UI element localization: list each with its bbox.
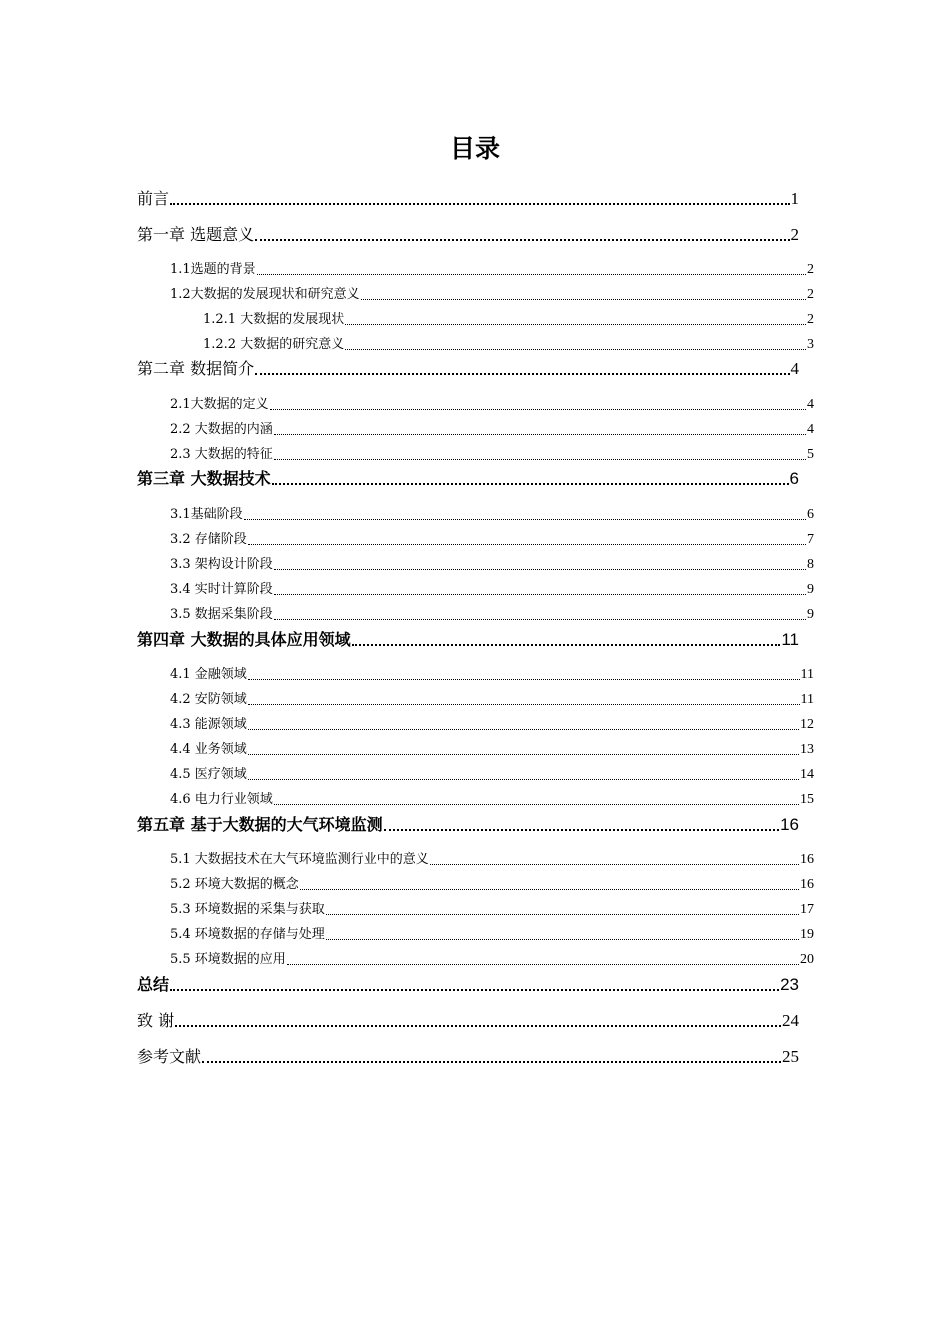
dot-leader [384,828,780,831]
dot-leader [255,238,789,241]
toc-entry-3-1[interactable] [170,506,814,524]
toc-page-number: 8 [807,557,814,572]
toc-entry-chapter-3[interactable] [137,468,799,490]
dot-leader [300,888,799,890]
toc-page-number: 4 [790,359,799,378]
dot-leader [248,753,799,755]
toc-entry-2-1[interactable] [170,396,814,414]
dot-leader [430,863,799,865]
toc-entry-label: 4.3 能源领域 [170,717,247,732]
toc-entry-5-5[interactable] [170,951,814,969]
toc-page-number: 9 [807,607,814,622]
toc-page-number: 20 [800,952,814,967]
dot-leader [170,202,789,205]
dot-leader [274,433,806,435]
dot-leader [352,643,781,646]
toc-entry-label: 4.1 金融领域 [170,667,247,682]
dot-leader [257,273,806,275]
dot-leader [287,963,799,965]
toc-page-number: 15 [800,792,814,807]
toc-entry-label: 3.2 存储阶段 [170,532,247,547]
dot-leader [274,618,806,620]
dot-leader [255,372,789,375]
toc-entry-3-5[interactable] [170,606,814,624]
toc-entry-label: 1.2大数据的发展现状和研究意义 [170,287,360,302]
toc-page-number: 11 [800,692,814,707]
toc-page-number: 4 [807,397,814,412]
toc-entry-1-2-1[interactable] [203,311,814,329]
toc-entry-label: 3.4 实时计算阶段 [170,582,273,597]
toc-page-number: 19 [800,927,814,942]
toc-page-number: 7 [807,532,814,547]
dot-leader [274,593,806,595]
dot-leader [248,703,800,705]
toc-entry-label: 总结 [137,975,170,994]
toc-entry-chapter-4[interactable] [137,629,799,651]
toc-entry-3-3[interactable] [170,556,814,574]
toc-page-number: 4 [807,422,814,437]
toc-entry-3-2[interactable] [170,531,814,549]
toc-entry-3-4[interactable] [170,581,814,599]
toc-entry-4-5[interactable] [170,766,814,784]
toc-entry-label: 2.1大数据的定义 [170,397,269,412]
toc-entry-label: 第一章 选题意义 [137,225,255,244]
toc-entry-5-1[interactable] [170,851,814,869]
toc-entry-1-2-2[interactable] [203,336,814,354]
toc-entry-label: 第四章 大数据的具体应用领域 [137,630,351,649]
toc-entry-label: 3.5 数据采集阶段 [170,607,273,622]
toc-entry-label: 4.5 医疗领域 [170,767,247,782]
toc-entry-4-6[interactable] [170,791,814,809]
dot-leader [274,458,806,460]
toc-entry-label: 致 谢 [137,1011,175,1030]
toc-entry-label: 前言 [137,189,170,208]
toc-entry-chapter-5[interactable] [137,814,799,836]
dot-leader [361,298,806,300]
toc-entry-label: 2.2 大数据的内涵 [170,422,273,437]
toc-entry-4-4[interactable] [170,741,814,759]
toc-entry-label: 参考文献 [137,1047,202,1066]
toc-entry-label: 第二章 数据简介 [137,359,255,378]
toc-entry-label: 1.2.1 大数据的发展现状 [203,312,345,327]
toc-entry-chapter-2[interactable] [137,358,799,380]
toc-entry-label: 5.4 环境数据的存储与处理 [170,927,325,942]
toc-entry-label: 5.5 环境数据的应用 [170,952,286,967]
dot-leader [202,1060,781,1063]
toc-entry-label: 1.2.2 大数据的研究意义 [203,337,345,352]
toc-entry-1-2[interactable] [170,286,814,304]
toc-entry-label: 5.1 大数据技术在大气环境监测行业中的意义 [170,852,429,867]
toc-page-number: 6 [789,469,799,488]
toc-page-number: 13 [800,742,814,757]
toc-page-number: 1 [790,189,799,208]
dot-leader [248,728,799,730]
dot-leader [248,778,799,780]
toc-page-number: 12 [800,717,814,732]
toc-page-number: 2 [790,225,799,244]
dot-leader [345,348,806,350]
toc-entry-label: 2.3 大数据的特征 [170,447,273,462]
toc-entry-4-1[interactable] [170,666,814,684]
dot-leader [244,518,806,520]
toc-page-number: 2 [807,287,814,302]
dot-leader [274,803,799,805]
toc-page-number: 2 [807,262,814,277]
page-title: 目录 [449,134,500,163]
toc-page-number: 24 [782,1011,799,1030]
toc-entry-label: 4.6 电力行业领域 [170,792,273,807]
dot-leader [326,938,799,940]
toc-page-number: 16 [800,877,814,892]
toc-page-number: 5 [807,447,814,462]
toc-entry-chapter-1[interactable] [137,224,799,246]
toc-entry-5-3[interactable] [170,901,814,919]
dot-leader [170,988,779,991]
toc-page-number: 17 [800,902,814,917]
toc-entry-2-3[interactable] [170,446,814,464]
toc-entry-label: 1.1选题的背景 [170,262,256,277]
dot-leader [345,323,806,325]
toc-entry-label: 5.2 环境大数据的概念 [170,877,299,892]
toc-page-number: 14 [800,767,814,782]
toc-entry-summary[interactable] [137,974,799,996]
toc-entry-label: 3.1基础阶段 [170,507,243,522]
toc-page-number: 11 [781,630,799,649]
toc-page-number: 25 [782,1047,799,1066]
toc-entry-label: 第三章 大数据技术 [137,469,271,488]
dot-leader [248,678,800,680]
dot-leader [270,408,806,410]
dot-leader [326,913,799,915]
toc-entry-acknowledgements[interactable] [137,1010,799,1032]
toc-page-number: 6 [807,507,814,522]
toc-entry-2-2[interactable] [170,421,814,439]
dot-leader [272,482,789,485]
toc-page-number: 3 [807,337,814,352]
toc-page-number: 9 [807,582,814,597]
dot-leader [175,1024,781,1027]
dot-leader [274,568,806,570]
toc-entry-label: 第五章 基于大数据的大气环境监测 [137,815,383,834]
toc-entry-5-4[interactable] [170,926,814,944]
toc-entry-5-2[interactable] [170,876,814,894]
toc-entry-label: 4.2 安防领域 [170,692,247,707]
toc-page-number: 11 [800,667,814,682]
dot-leader [248,543,806,545]
toc-entry-label: 3.3 架构设计阶段 [170,557,273,572]
toc-entry-label: 5.3 环境数据的采集与获取 [170,902,325,917]
toc-entry-preface[interactable] [137,188,799,210]
toc-entry-label: 4.4 业务领域 [170,742,247,757]
toc-page-number: 16 [780,815,799,834]
toc-entry-references[interactable] [137,1046,799,1068]
toc-entry-4-2[interactable] [170,691,814,709]
toc-page-number: 2 [807,312,814,327]
toc-entry-1-1[interactable] [170,261,814,279]
toc-entry-4-3[interactable] [170,716,814,734]
toc-page-number: 16 [800,852,814,867]
toc-page-number: 23 [780,975,799,994]
